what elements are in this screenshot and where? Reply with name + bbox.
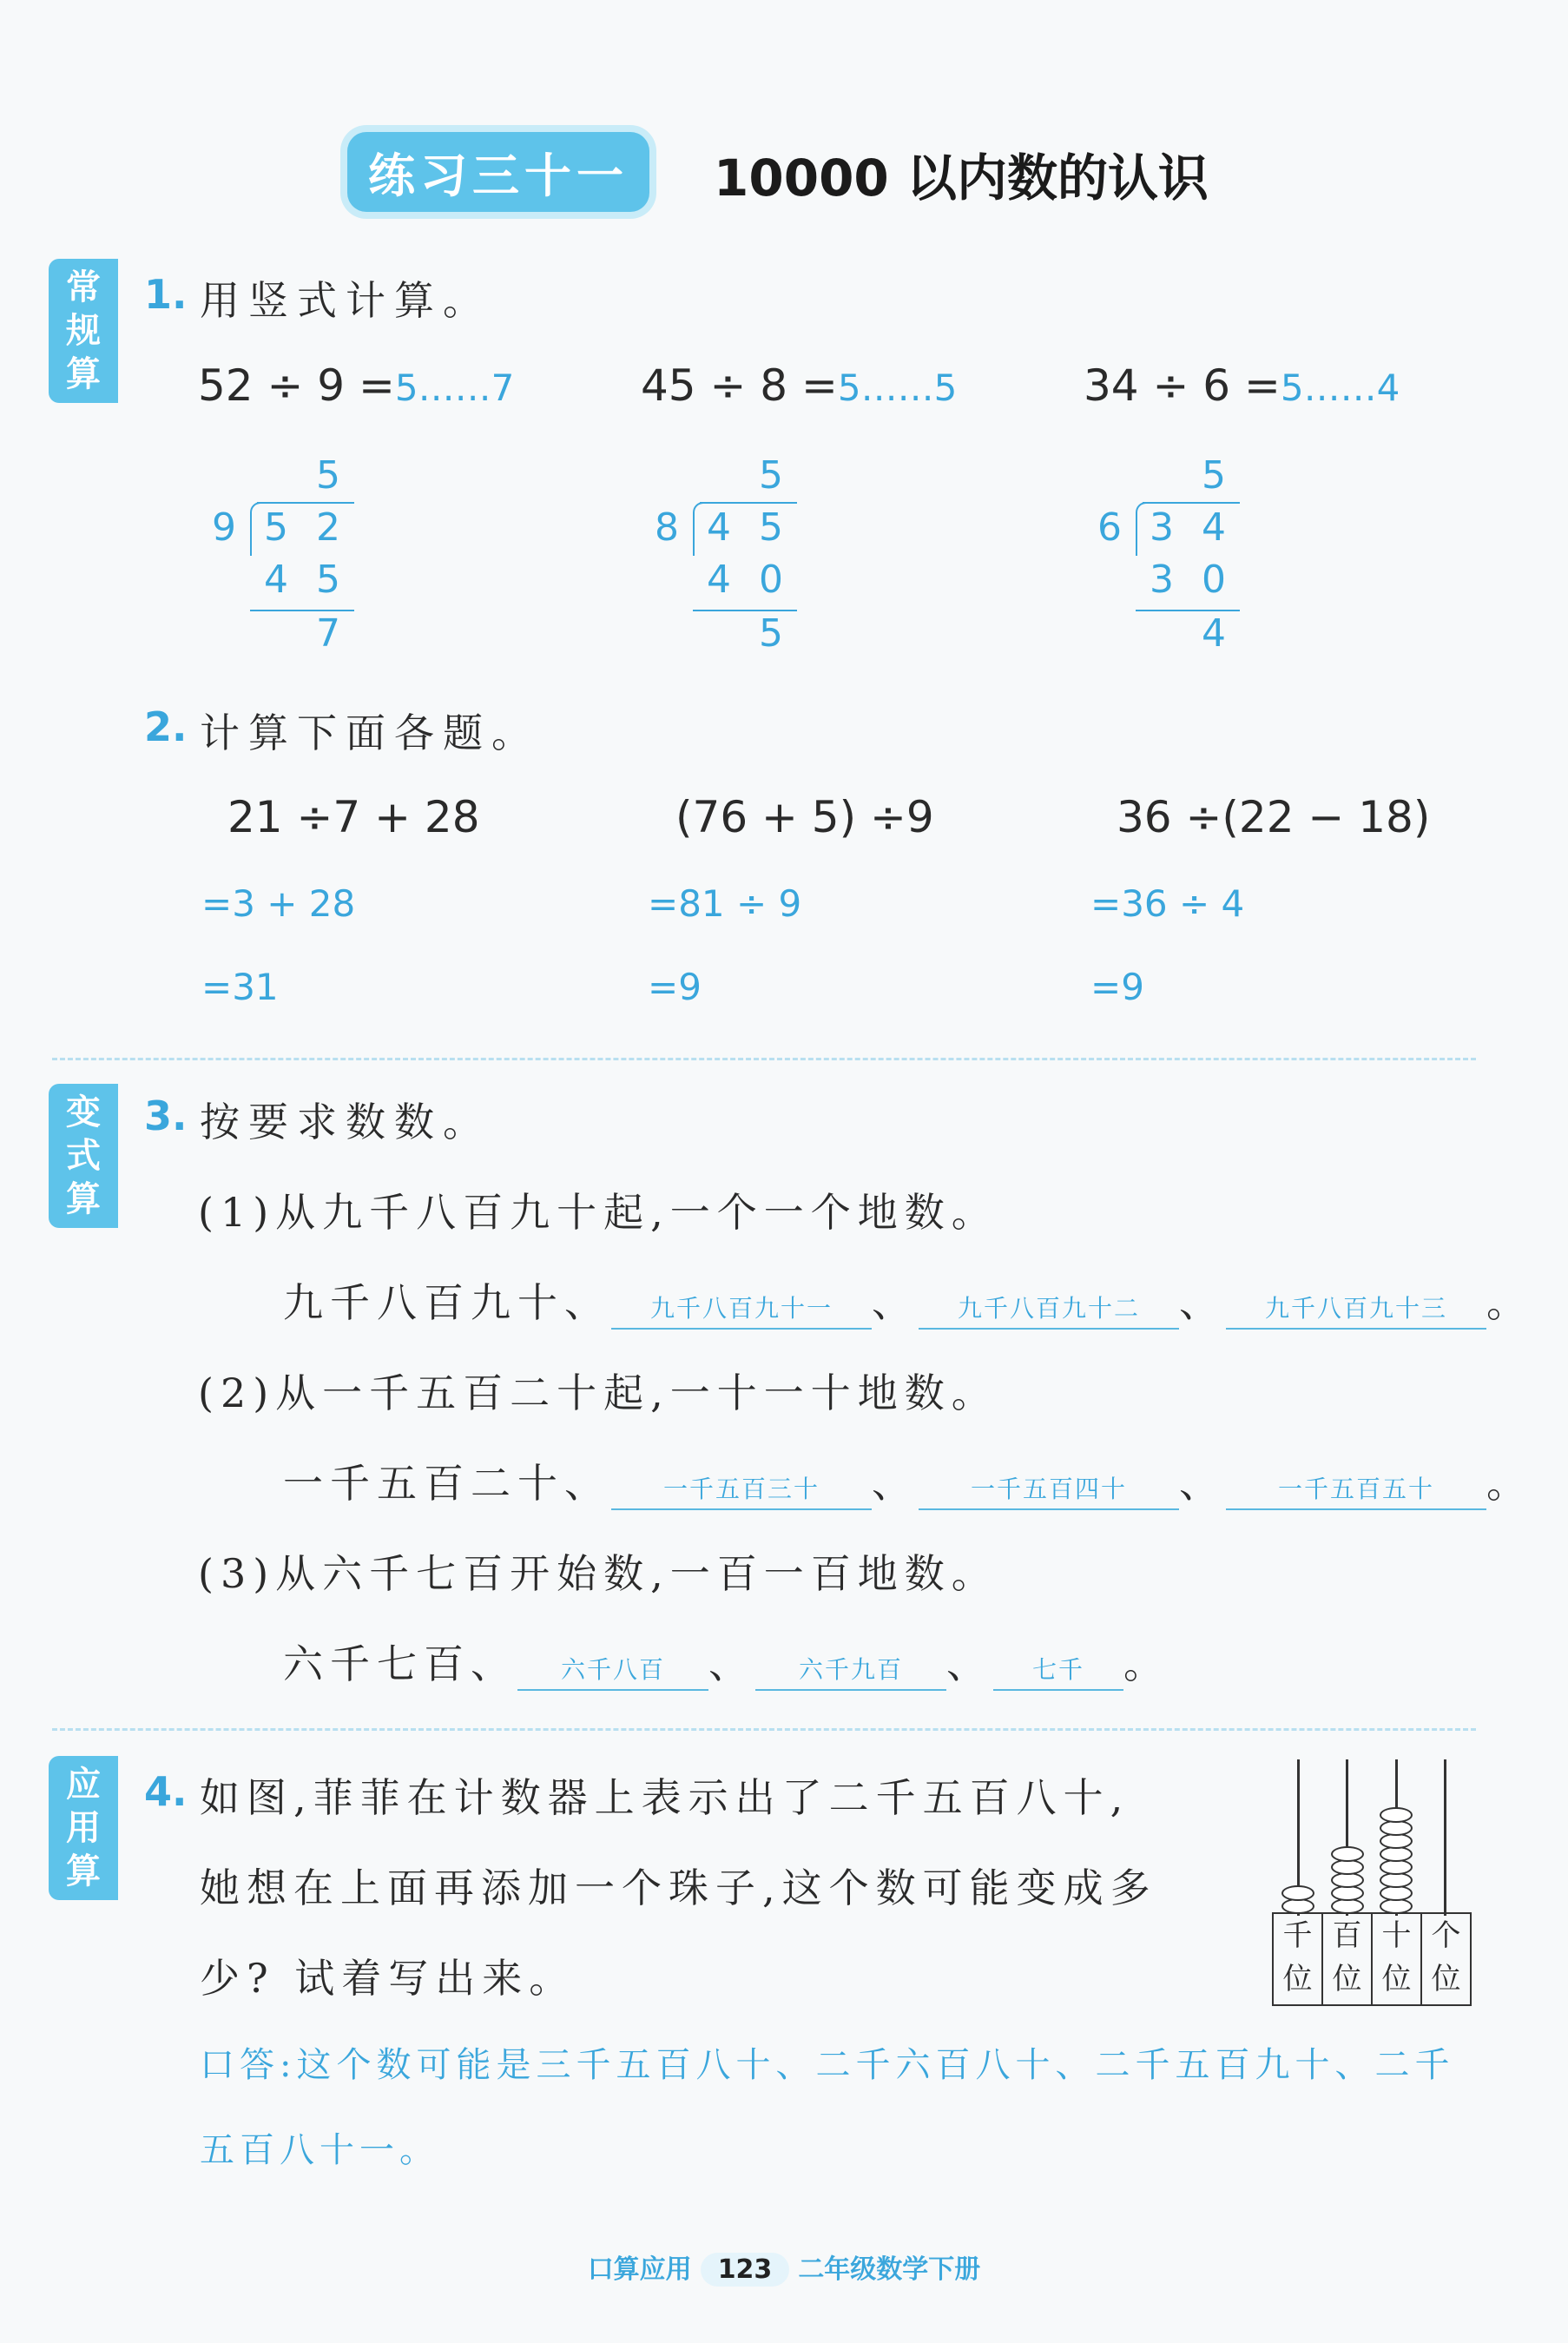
label-hundreds: 百 位 — [1323, 1914, 1373, 2004]
q2-step2-1: =31 — [201, 966, 279, 1008]
q2-step1-2: =81 ÷ 9 — [648, 882, 802, 925]
section-divider — [52, 1728, 1476, 1731]
q2-step1-1: =3 + 28 — [201, 882, 356, 925]
long-division-3: 5 6 3 4 3 0 4 — [1084, 453, 1257, 670]
question-3-number: 3. — [144, 1092, 188, 1139]
question-4-line-2: 她想在上面再添加一个珠子,这个数可能变成多 — [200, 1864, 1157, 1911]
q1-expr-2: 45 ÷ 8 =5……5 — [641, 360, 958, 411]
label-ones: 个 位 — [1431, 1918, 1461, 1996]
label-thousands: 千 位 — [1274, 1914, 1323, 2004]
side-tab-application: 应 用 算 — [49, 1756, 118, 1900]
question-4-line-1: 如图,菲菲在计数器上表示出了二千五百八十, — [200, 1774, 1130, 1821]
bead-tens — [1380, 1807, 1413, 1823]
q2-expr-2: (76 + 5) ÷9 — [675, 792, 934, 842]
q2-step2-3: =9 — [1090, 966, 1144, 1008]
q3-part2-line: 一千五百二十、 一千五百三十 、 一千五百四十 、 一千五百五十 。 — [283, 1452, 1533, 1510]
q3-part2-label: (2)从一千五百二十起,一十一十地数。 — [198, 1370, 998, 1416]
q2-expr-1: 21 ÷7 + 28 — [227, 792, 480, 842]
bead-hundreds — [1331, 1846, 1364, 1862]
side-tab-regular: 常 规 算 — [49, 259, 118, 403]
side-tab-variant: 变 式 算 — [49, 1084, 118, 1228]
question-2-number: 2. — [144, 703, 188, 750]
question-4-number: 4. — [144, 1768, 188, 1815]
question-4-line-3: 少? 试着写出来。 — [200, 1955, 576, 2002]
q3-part1-line: 九千八百九十、 九千八百九十一 、 九千八百九十二 、 九千八百九十三 。 — [283, 1271, 1533, 1330]
page-number: 123 — [701, 2253, 790, 2287]
q2-expr-3: 36 ÷(22 − 18) — [1117, 792, 1431, 842]
long-division-1: 5 9 5 2 4 5 7 — [198, 453, 372, 670]
page-footer: 口算应用 123 二年级数学下册 — [587, 2254, 981, 2285]
section-divider — [52, 1058, 1476, 1060]
place-value-labels — [1272, 1912, 1472, 2006]
question-3-text: 按要求数数。 — [200, 1099, 491, 1145]
q1-expr-1: 52 ÷ 9 =5……7 — [198, 360, 515, 411]
q3-part1-label: (1)从九千八百九十起,一个一个地数。 — [198, 1189, 998, 1236]
q3-part3-label: (3)从六千七百开始数,一百一百地数。 — [198, 1550, 998, 1597]
label-tens: 十 位 — [1373, 1914, 1422, 2004]
question-1-number: 1. — [144, 271, 188, 318]
bead-thousands — [1281, 1885, 1314, 1901]
page-title: 10000 以内数的认识 — [714, 148, 1209, 208]
question-4-answer-1: 口答:这个数可能是三千五百八十、二千六百八十、二千五百九十、二千 — [200, 2045, 1455, 2085]
counting-frame — [1272, 1763, 1472, 2006]
question-1-text: 用竖式计算。 — [200, 277, 491, 324]
rod-ones — [1444, 1759, 1446, 1916]
question-4-answer-2: 五百八十一。 — [200, 2130, 439, 2170]
q2-step2-2: =9 — [648, 966, 702, 1008]
q1-expr-3: 34 ÷ 6 =5……4 — [1084, 360, 1400, 411]
question-2-text: 计算下面各题。 — [200, 710, 540, 756]
q2-step1-3: =36 ÷ 4 — [1090, 882, 1245, 925]
q3-part3-line: 六千七百、 六千八百 、 六千九百 、 七千 。 — [283, 1633, 1170, 1691]
long-division-2: 5 8 4 5 4 0 5 — [641, 453, 814, 670]
exercise-badge: 练习三十一 — [347, 132, 649, 212]
